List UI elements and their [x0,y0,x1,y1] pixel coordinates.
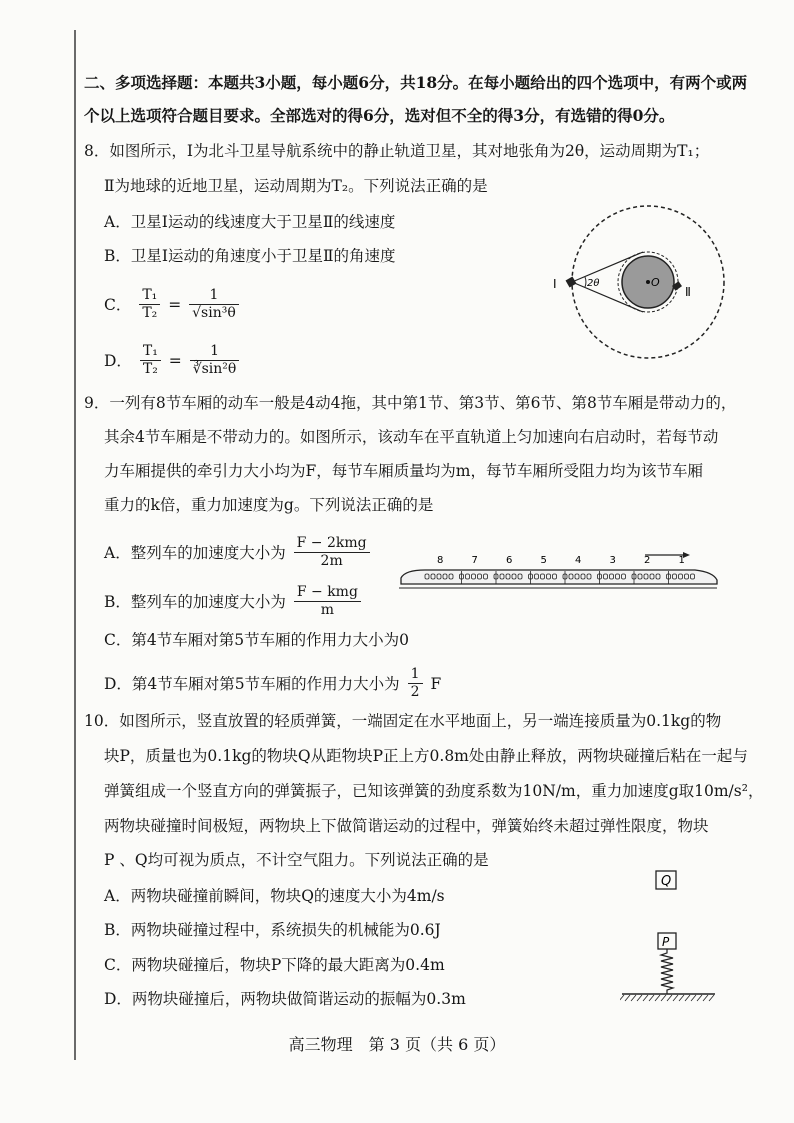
car-number-label: 1 [678,555,685,566]
q9-stem-line-2: 其余4节车厢是不带动力的。如图所示，该动车在平直轨道上匀加速向右启动时，若每节动 [104,428,719,446]
label-satellite-ii: Ⅱ [685,285,691,299]
label-satellite-i: Ⅰ [553,277,557,291]
ground-hatch-line [691,995,696,1001]
ground-hatch-line [661,995,666,1001]
ground-hatch-line [625,995,630,1001]
q10-spring-figure [620,865,730,1005]
car-number-label: 4 [575,555,582,566]
ground-hatch-line [685,995,690,1001]
q9-stem-line-4: 重力的k倍，重力加速度为g。下列说法正确的是 [104,496,434,514]
q9-option-c: C．第4节车厢对第5节车厢的作用力大小为0 [104,631,409,649]
q10-option-b: B．两物块碰撞过程中，系统损失的机械能为0.6J [104,921,441,939]
car-number-label: 7 [471,555,478,566]
train-body [401,570,717,584]
car-number-label: 3 [609,555,616,566]
q8-option-d-label: D． [104,351,132,370]
ground-hatch-line [643,995,648,1001]
fraction-numerator: 1 [190,343,240,361]
section-heading-line-1: 二、多项选择题：本题共3小题，每小题6分，共18分。在每小题给出的四个选项中，有两个或两 [84,73,748,92]
fraction-numerator: T₁ [140,343,161,361]
label-block-p: P [662,935,670,949]
q10-option-a: A．两物块碰撞前瞬间，物块Q的速度大小为4m/s [104,887,445,905]
q10-stem-line-3: 弹簧组成一个竖直方向的弹簧振子，已知该弹簧的劲度系数为10N/m，重力加速度g取10m/s²， [104,782,764,800]
fraction-denominator: √sin³θ [192,305,236,321]
ground-hatch-line [673,995,678,1001]
q8-orbit-figure [545,200,735,365]
fraction-numerator: F − 2kmg [294,535,370,553]
fraction-numerator: T₁ [139,287,160,305]
ground-hatch-line [697,995,702,1001]
q8-option-b: B．卫星Ⅰ运动的角速度小于卫星Ⅱ的角速度 [104,247,396,265]
ground-hatch-line [620,995,624,1001]
ground-hatch-line [649,995,654,1001]
label-block-q: Q [661,874,672,889]
angle-arc [585,277,586,287]
ground-hatch-line [679,995,684,1001]
equals-sign: = [168,295,182,314]
q9-option-a-fraction [294,535,370,570]
page-footer: 高三物理 第 3 页（共 6 页） [288,1035,506,1054]
car-number-label: 5 [540,555,547,566]
ground-hatch-line [667,995,672,1001]
fraction-denominator: 2 [410,684,420,700]
q8-option-d [104,343,242,378]
q9-option-a [104,535,373,570]
ground-hatch-line [631,995,636,1001]
q10-option-c: C．两物块碰撞后，物块P下降的最大距离为0.4m [104,956,445,974]
equals-sign: = [168,351,182,370]
ground-hatch-line [637,995,642,1001]
q8-option-d-rhs [190,343,240,378]
q10-stem-line-2: 块P，质量也为0.1kg的物块Q从距物块P正上方0.8m处由静止释放，两物块碰撞后粘在一起与 [104,747,748,765]
q8-option-c-rhs [189,287,239,322]
car-number-label: 8 [437,555,444,566]
q8-stem-line-1: 8．如图所示，Ⅰ为北斗卫星导航系统中的静止轨道卫星，其对地张角为2θ，运动周期为T₁； [84,142,710,160]
q9-option-b-fraction [294,584,361,619]
q9-option-b [104,584,364,619]
q8-option-a: A．卫星Ⅰ运动的线速度大于卫星Ⅱ的线速度 [104,213,396,231]
car-number-label: 6 [506,555,513,566]
label-center: O [651,276,660,289]
q9-option-d-tail: F [430,674,442,693]
q9-option-b-label: B．整列车的加速度大小为 [104,592,286,611]
q9-train-figure [395,550,720,600]
ground-hatch-line [703,995,708,1001]
fraction-denominator: 2m [320,553,343,569]
q9-option-a-label: A．整列车的加速度大小为 [104,543,286,562]
q8-stem-line-2: Ⅱ为地球的近地卫星，运动周期为T₂。下列说法正确的是 [104,177,488,195]
fraction-denominator: ∛sin²θ [192,361,237,377]
ground-hatch-line [709,995,714,1001]
label-angle: 2θ [587,278,600,289]
q9-option-d [104,666,441,701]
q8-option-c [104,287,242,322]
q10-stem-line-1: 10．如图所示，竖直放置的轻质弹簧，一端固定在水平地面上，另一端连接质量为0.1kg的物 [84,712,722,730]
fraction-numerator: 1 [408,666,423,684]
fraction-denominator: T₂ [142,305,158,321]
q8-option-c-lhs [139,287,160,322]
q9-stem-line-3: 力车厢提供的牵引力大小均为F，每节车厢质量均为m，每节车厢所受阻力均为该节车厢 [104,462,703,480]
fraction-numerator: F − kmg [294,584,361,602]
car-number-label: 2 [644,555,651,566]
fraction-numerator: 1 [189,287,239,305]
q9-option-d-fraction [408,666,423,701]
section-heading-line-2: 个以上选项符合题目要求。全部选对的得6分，选对但不全的得3分，有选错的得0分。 [84,106,675,125]
q10-stem-line-4: 两物块碰撞时间极短，两物块上下做简谐运动的过程中，弹簧始终未超过弹性限度，物块 [104,817,709,835]
q10-stem-line-5: P 、Q均可视为质点，不计空气阻力。下列说法正确的是 [104,851,489,869]
center-point [646,280,650,284]
binding-margin-line [74,30,76,1060]
q10-option-d: D．两物块碰撞后，两物块做简谐运动的振幅为0.3m [104,990,466,1008]
q8-option-d-lhs [140,343,161,378]
spring-coil [661,949,673,994]
fraction-denominator: m [320,602,335,618]
fraction-denominator: T₂ [142,361,158,377]
q8-option-c-label: C． [104,295,132,314]
ground-hatch-line [655,995,660,1001]
satellite-i-icon [566,277,577,288]
q9-option-d-label: D．第4节车厢对第5节车厢的作用力大小为 [104,674,400,693]
q9-stem-line-1: 9．一列有8节车厢的动车一般是4动4拖，其中第1节、第3节、第6节、第8节车厢是带动力的， [84,394,737,412]
